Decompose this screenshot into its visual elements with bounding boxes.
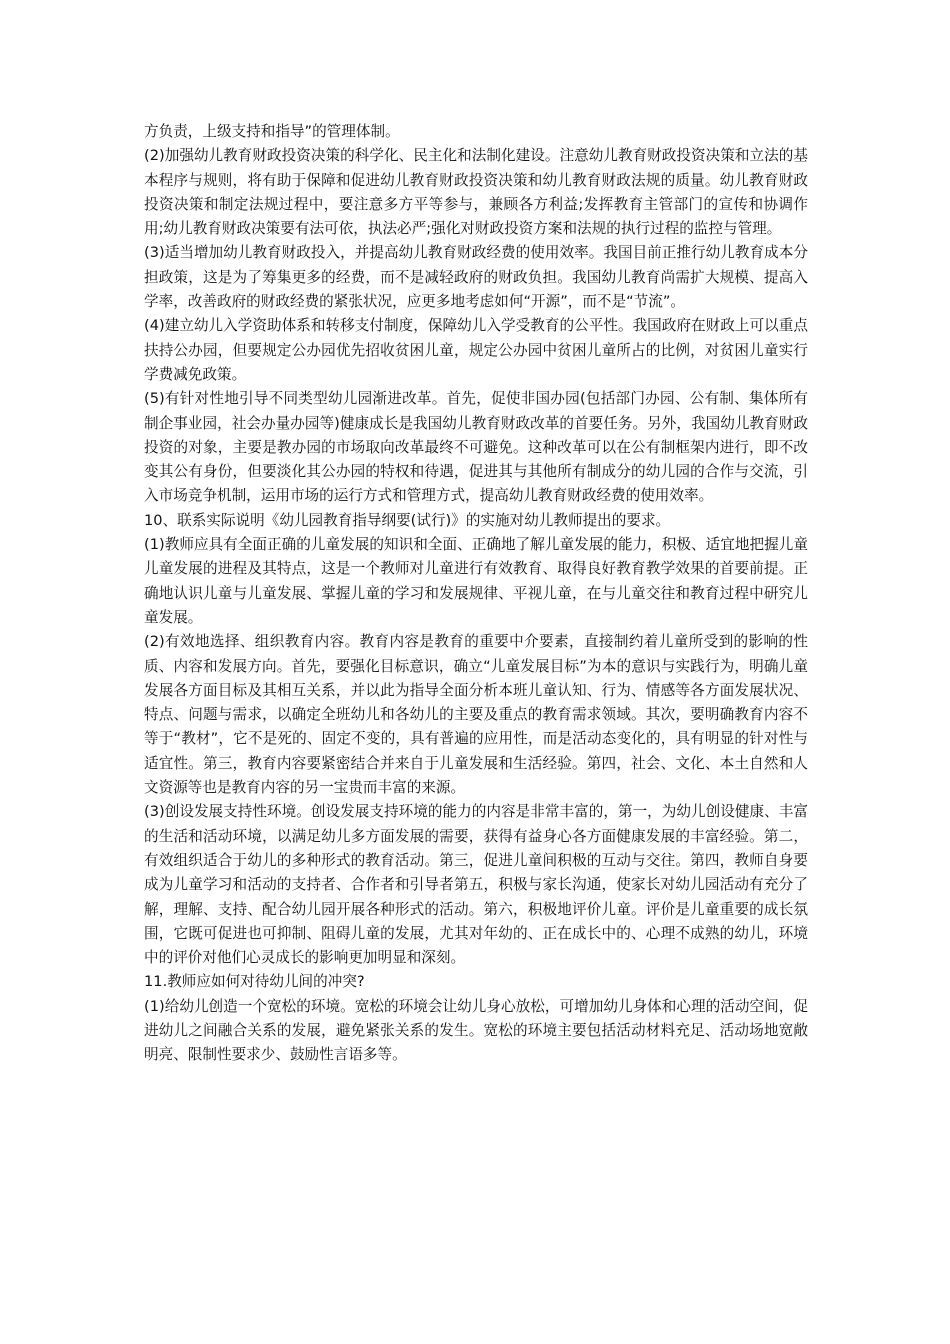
paragraph-q10-item-3: (3)创设发展支持性环境。创设发展支持环境的能力的内容是非常丰富的，第一，为幼儿创设健康、丰富的生活和活动环境，以满足幼儿多方面发展的需要，获得有益身心各方面健康发展的丰富经验。第二，有效组织适合于幼儿的多种形式的教育活动。第三，促进儿童间积极的互动与交往。第四，教师自身要成为儿童学习和活动的支持者、合作者和引导者第五，积极与家长沟通，使家长对幼儿园活动有充分了解，理解、支持、配合幼儿园开展各种形式的活动。第六，积极地评价儿童。评价是儿童重要的成长氛围，它既可促进也可抑制、阻碍儿童的发展，尤其对年幼的、正在成长中的、心理不成熟的幼儿，环境中的评价对他们心灵成长的影响更加明显和深刻。	[144, 803, 808, 967]
paragraph-item-4: (4)建立幼儿入学资助体系和转移支付制度，保障幼儿入学受教育的公平性。我国政府在财政上可以重点扶持公办园，但要规定公办园优先招收贫困儿童，规定公办园中贫困儿童所占的比例，对贫困儿童实行学费减免政策。	[144, 317, 808, 383]
paragraph-item-5: (5)有针对性地引导不同类型幼儿园渐进改革。首先，促使非国办园(包括部门办园、公有制、集体所有制企事业园，社会办量办园等)健康成长是我国幼儿教育财政改革的首要任务。另外，我国幼儿教育财政投资的对象，主要是教办园的市场取向改革最终不可避免。这种改革可以在公有制框架内进行，即不改变其公有身份，但要淡化其公办园的特权和待遇，促进其与其他所有制成分的幼儿园的合作与交流，引入市场竞争机制，运用市场的运行方式和管理方式，提高幼儿教育财政经费的使用效率。	[144, 390, 808, 505]
paragraph-q11-item-1: (1)给幼儿创造一个宽松的环境。宽松的环境会让幼儿身心放松，可增加幼儿身体和心理的活动空间，促进幼儿之间融合关系的发展，避免紧张关系的发生。宽松的环境主要包括活动材料充足、活动场地宽敞明亮、限制性要求少、鼓励性言语多等。	[144, 997, 808, 1064]
question-10-heading: 10、联系实际说明《幼儿园教育指导纲要(试行)》的实施对幼儿教师提出的要求。	[144, 511, 671, 529]
paragraph-continuation: 方负责，上级支持和指导”的管理体制。	[144, 123, 400, 140]
paragraph-q10-item-1: (1)教师应具有全面正确的儿童发展的知识和全面、正确地了解儿童发展的能力，积极、适宜地把握儿童儿童发展的进程及其特点，这是一个教师对儿童进行有效教育、取得良好教育教学效果的首要前提。正确地认识儿童与儿童发展、掌握儿童的学习和发展规律、平视儿童，在与儿童交往和教育过程中研究儿童发展。	[144, 536, 808, 626]
question-11-heading: 11.教师应如何对待幼儿间的冲突?	[144, 973, 365, 991]
paragraph-item-3: (3)适当增加幼儿教育财政投入，并提高幼儿教育财政经费的使用效率。我国目前正推行幼儿教育成本分担政策，这是为了筹集更多的经费，而不是减轻政府的财政负担。我国幼儿教育尚需扩大规模、提高入学率，改善政府的财政经费的紧张状况，应更多地考虑如何“开源”，而不是“节流”。	[144, 244, 808, 311]
document-page	[144, 120, 808, 1068]
paragraph-item-2: (2)加强幼儿教育财政投资决策的科学化、民主化和法制化建设。注意幼儿教育财政投资决策和立法的基本程序与规则，将有助于保障和促进幼儿教育财政投资决策和幼儿教育财政法规的质量。幼儿教育财政投资决策和制定法规过程中，要注意多方平等参与，兼顾各方利益;发挥教育主管部门的宣传和协调作用;幼儿教育财政决策要有法可依，执法必严;强化对财政投资方案和法规的执行过程的监控与管理。	[144, 147, 808, 238]
paragraph-q10-item-2: (2)有效地选择、组织教育内容。教育内容是教育的重要中介要素，直接制约着儿童所受到的影响的性质、内容和发展方向。首先，要强化目标意识，确立“儿童发展目标”为本的意识与实践行为，明确儿童发展各方面目标及其相互关系，并以此为指导全面分析本班儿童认知、行为、情感等各方面发展状况、特点、问题与需求，以确定全班幼儿和各幼儿的主要及重点的教育需求领域。其次，要明确教育内容不等于“教材”，它不是死的、固定不变的，具有普遍的应用性，而是活动态变化的，具有明显的针对性与适宜性。第三，教育内容要紧密结合并来自于儿童发展和生活经验。第四，社会、文化、本土自然和人文资源等也是教育内容的另一宝贵而丰富的来源。	[144, 633, 808, 797]
